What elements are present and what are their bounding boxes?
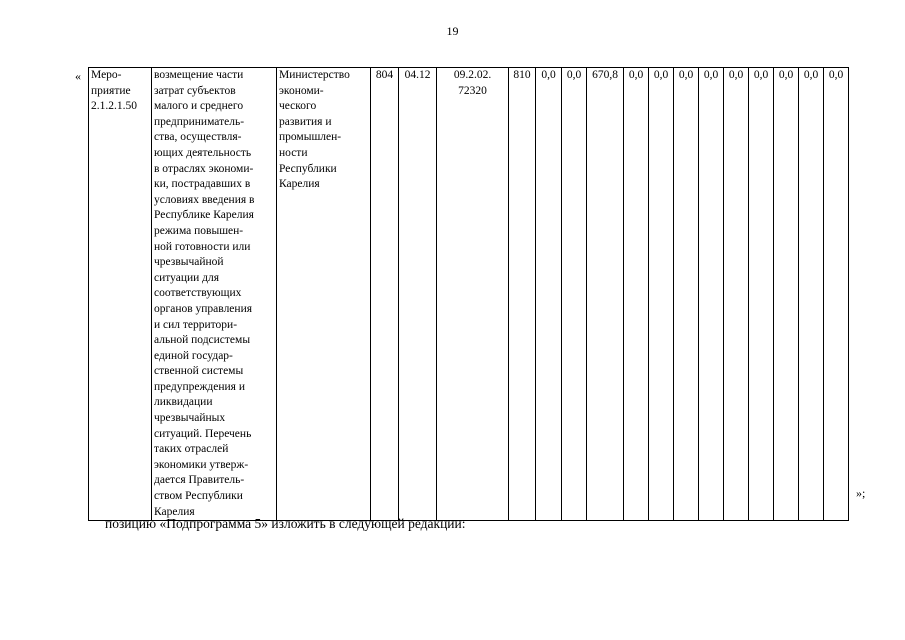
vr-code: 810	[513, 69, 531, 81]
measure-description-line: экономики утверж-	[154, 458, 249, 471]
executor-name	[279, 68, 368, 193]
measure-description-cell	[152, 68, 277, 521]
measure-description-line: ства, осуществля-	[154, 131, 242, 144]
measure-description-line: ством Республики	[154, 490, 243, 503]
measure-description-line: возмещение части	[154, 69, 244, 81]
measure-description-line: Карелия	[154, 505, 195, 518]
measure-description-line: в отраслях экономи-	[154, 162, 254, 175]
measure-description-line: ки, пострадавших в	[154, 178, 251, 191]
value-cell: 0,0	[799, 68, 824, 521]
closing-quote: »;	[856, 486, 866, 500]
measure-label-line: приятие	[91, 84, 131, 97]
measure-description-line: чрезвычайных	[154, 412, 226, 425]
grbs-code: 804	[375, 69, 394, 81]
measure-description-line: органов управления	[154, 302, 253, 315]
opening-quote: «	[75, 69, 81, 83]
executor-name-line: развития и	[279, 115, 332, 128]
executor-name-line: промышлен-	[279, 131, 342, 144]
instruction-text: позицию «Подпрограмма 5» изложить в следующей редакции:	[105, 516, 466, 531]
csr-code-line: 72320	[458, 84, 487, 97]
csr-code-line: 09.2.02.	[453, 69, 492, 81]
rzpr-cell	[399, 68, 437, 521]
grbs-cell	[371, 68, 399, 521]
value-cell: 670,8	[587, 68, 624, 521]
measure-description-line: Республике Карелия	[154, 209, 254, 222]
executor-name-line: Республики	[279, 162, 337, 175]
measure-label-line: Меро-	[91, 69, 122, 81]
measure-description-line: дается Правитель-	[154, 474, 245, 487]
executor-name-line: ности	[279, 146, 308, 159]
measure-description-line: ющих деятельность	[154, 146, 252, 159]
vr-cell	[509, 68, 536, 521]
rzpr-code: 04.12	[404, 69, 431, 81]
measure-description-line: предупреждения и	[154, 380, 245, 393]
measure-description	[154, 68, 274, 520]
value-cell: 0,0	[562, 68, 587, 521]
table-row	[89, 68, 849, 521]
page-number: 19	[446, 24, 459, 38]
measure-description-line: малого и среднего	[154, 100, 244, 113]
measure-description-line: ликвидации	[154, 396, 213, 409]
value-cell: 0,0	[824, 68, 849, 521]
executor-name-line: экономи-	[279, 84, 324, 97]
measure-description-line: предприниматель-	[154, 115, 245, 128]
value-cell: 0,0	[674, 68, 699, 521]
executor-name-line: Карелия	[279, 178, 320, 191]
measure-description-line: соответствующих	[154, 287, 242, 300]
executor-name-line: ческого	[279, 100, 317, 113]
value-cell: 0,0	[624, 68, 649, 521]
measure-description-line: единой государ-	[154, 349, 233, 362]
value-cell: 0,0	[749, 68, 774, 521]
value-cell: 0,0	[699, 68, 724, 521]
value-cell: 0,0	[536, 68, 562, 521]
measure-description-line: чрезвычайной	[154, 256, 224, 269]
measure-description-line: ситуаций. Перечень	[154, 427, 252, 440]
measure-description-line: затрат субъектов	[154, 84, 236, 97]
measure-description-line: ной готовности или	[154, 240, 251, 253]
measure-label-cell	[89, 68, 152, 521]
measure-label	[91, 68, 149, 115]
measure-label-line: 2.1.2.1.50	[91, 100, 137, 113]
executor-name-line: Министерство	[279, 69, 350, 81]
measure-description-line: ственной системы	[154, 365, 244, 378]
program-measure-table	[88, 67, 849, 521]
csr-code	[438, 68, 507, 99]
measure-description-line: и сил территори-	[154, 318, 238, 331]
executor-cell	[277, 68, 371, 521]
measure-description-line: условиях введения в	[154, 193, 255, 206]
csr-cell	[437, 68, 509, 521]
measure-description-line: таких отраслей	[154, 443, 229, 456]
value-cell: 0,0	[649, 68, 674, 521]
value-cell: 0,0	[774, 68, 799, 521]
measure-description-line: ситуации для	[154, 271, 220, 284]
measure-description-line: альной подсистемы	[154, 334, 251, 347]
value-cell: 0,0	[724, 68, 749, 521]
measure-description-line: режима повышен-	[154, 224, 244, 237]
